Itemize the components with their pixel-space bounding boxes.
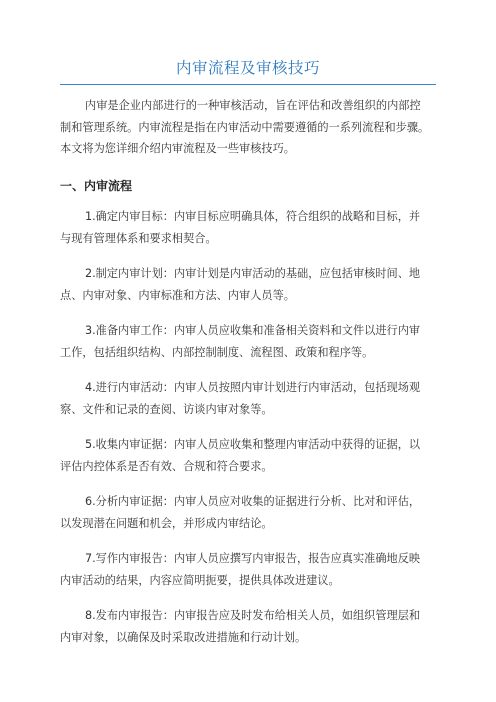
step-3-line-1: 3.准备内审工作：内审人员应收集和准备相关资料和文件以进行内审: [85, 324, 421, 337]
title-underline: [60, 84, 436, 85]
intro-line-1: 内审是企业内部进行的一种审核活动，旨在评估和改善组织的内部控: [85, 99, 421, 112]
step-5-line-1: 5.收集内审证据：内审人员应收集和整理内审活动中获得的证据，以: [85, 438, 421, 451]
step-4-line-2: 察、文件和记录的查阅、访谈内审对象等。: [60, 402, 273, 416]
step-3-line-2: 工作，包括组织结构、内部控制制度、流程图、政策和程序等。: [60, 345, 374, 359]
step-5-paragraph: [60, 434, 442, 477]
step-6-line-1: 6.分析内审证据：内审人员应对收集的证据进行分析、比对和评估，: [85, 495, 421, 508]
document-title: 内审流程及审核技巧: [175, 59, 320, 77]
step-2-line-2: 点、内审对象、内审标准和方法、内审人员等。: [60, 288, 295, 302]
step-5-line-2: 评估内控体系是否有效、合规和符合要求。: [60, 459, 273, 473]
step-7-paragraph: [60, 548, 442, 591]
step-4-line-1: 4.进行内审活动：内审人员按照内审计划进行内审活动，包括现场观: [85, 381, 421, 394]
intro-line-2: 制和管理系统。内审流程是指在内审活动中需要遵循的一系列流程和步骤。: [60, 120, 430, 134]
step-1-line-1: 1.确定内审目标：内审目标应明确具体，符合组织的战略和目标，并: [85, 210, 421, 223]
step-8-line-1: 8.发布内审报告：内审报告应及时发布给相关人员，如组织管理层和: [85, 609, 421, 622]
step-2-paragraph: [60, 263, 442, 306]
step-1-line-2: 与现有管理体系和要求相契合。: [60, 231, 217, 245]
step-6-paragraph: [60, 491, 442, 534]
step-4-paragraph: [60, 377, 442, 420]
step-3-paragraph: [60, 320, 442, 363]
step-1-paragraph: [60, 206, 442, 249]
intro-paragraph: [60, 95, 442, 160]
step-8-line-2: 内审对象，以确保及时采取改进措施和行动计划。: [60, 630, 307, 644]
step-2-line-1: 2.制定内审计划：内审计划是内审活动的基础，应包括审核时间、地: [85, 267, 421, 280]
section-heading: 一、内审流程: [60, 179, 133, 193]
step-6-line-2: 以发现潜在问题和机会，并形成内审结论。: [60, 516, 273, 530]
step-7-line-2: 内审活动的结果，内容应简明扼要，提供具体改进建议。: [60, 573, 340, 587]
step-7-line-1: 7.写作内审报告：内审人员应撰写内审报告，报告应真实准确地反映: [85, 552, 421, 565]
intro-line-3: 本文将为您详细介绍内审流程及一些审核技巧。: [60, 142, 295, 155]
step-8-paragraph: [60, 605, 442, 648]
